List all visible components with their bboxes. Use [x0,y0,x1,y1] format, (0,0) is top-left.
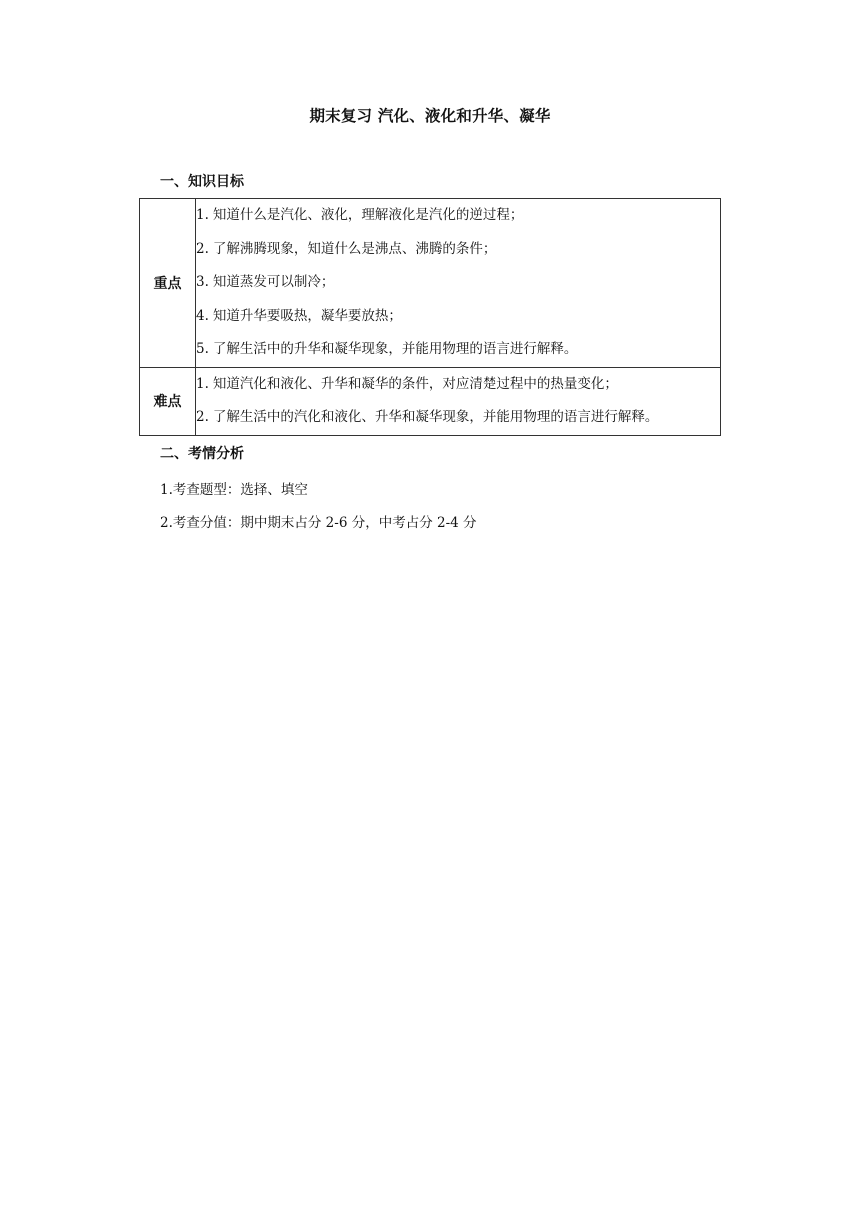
exam-question-types: 1.考查题型：选择、填空 [160,482,308,498]
item-text: 了解生活中的升华和凝华现象，并能用物理的语言进行解释。 [212,341,578,357]
list-item [196,266,720,300]
difficult-points-list [196,367,721,435]
row-label-difficult-points: 难点 [140,367,196,435]
item-number: 4. [196,307,209,324]
section-heading-exam-analysis: 二、考情分析 [160,446,244,462]
list-item [196,199,720,233]
document-title: 期末复习 汽化、液化和升华、凝华 [309,106,551,125]
item-text: 知道什么是汽化、液化，理解液化是汽化的逆过程； [212,207,524,223]
list-item [196,233,720,267]
item-number: 2. [196,409,209,425]
item-text: 了解沸腾现象，知道什么是沸点、沸腾的条件； [212,240,497,257]
list-item [196,300,720,334]
list-item [196,401,720,435]
list-item [196,333,720,367]
item-number: 2. [196,240,209,257]
exam-score-values: 2.考查分值：期中期末占分 2-6 分，中考占分 2-4 分 [160,515,477,531]
section-heading-knowledge-goals: 一、知识目标 [160,174,244,190]
item-number: 3. [196,274,209,290]
table-row-difficult-points [140,367,721,435]
table-row-key-points [140,199,721,368]
item-number: 5. [196,341,209,357]
knowledge-goals-table [139,198,721,436]
item-text: 知道蒸发可以制冷； [212,274,335,290]
key-points-list [196,199,721,368]
item-text: 知道升华要吸热，凝华要放热； [212,307,402,324]
item-number: 1. [196,207,209,223]
list-item [196,368,720,402]
item-text: 了解生活中的汽化和液化、升华和凝华现象，并能用物理的语言进行解释。 [212,409,659,425]
item-number: 1. [196,375,209,392]
row-label-key-points: 重点 [140,199,196,368]
item-text: 知道汽化和液化、升华和凝华的条件，对应清楚过程中的热量变化； [212,375,618,392]
